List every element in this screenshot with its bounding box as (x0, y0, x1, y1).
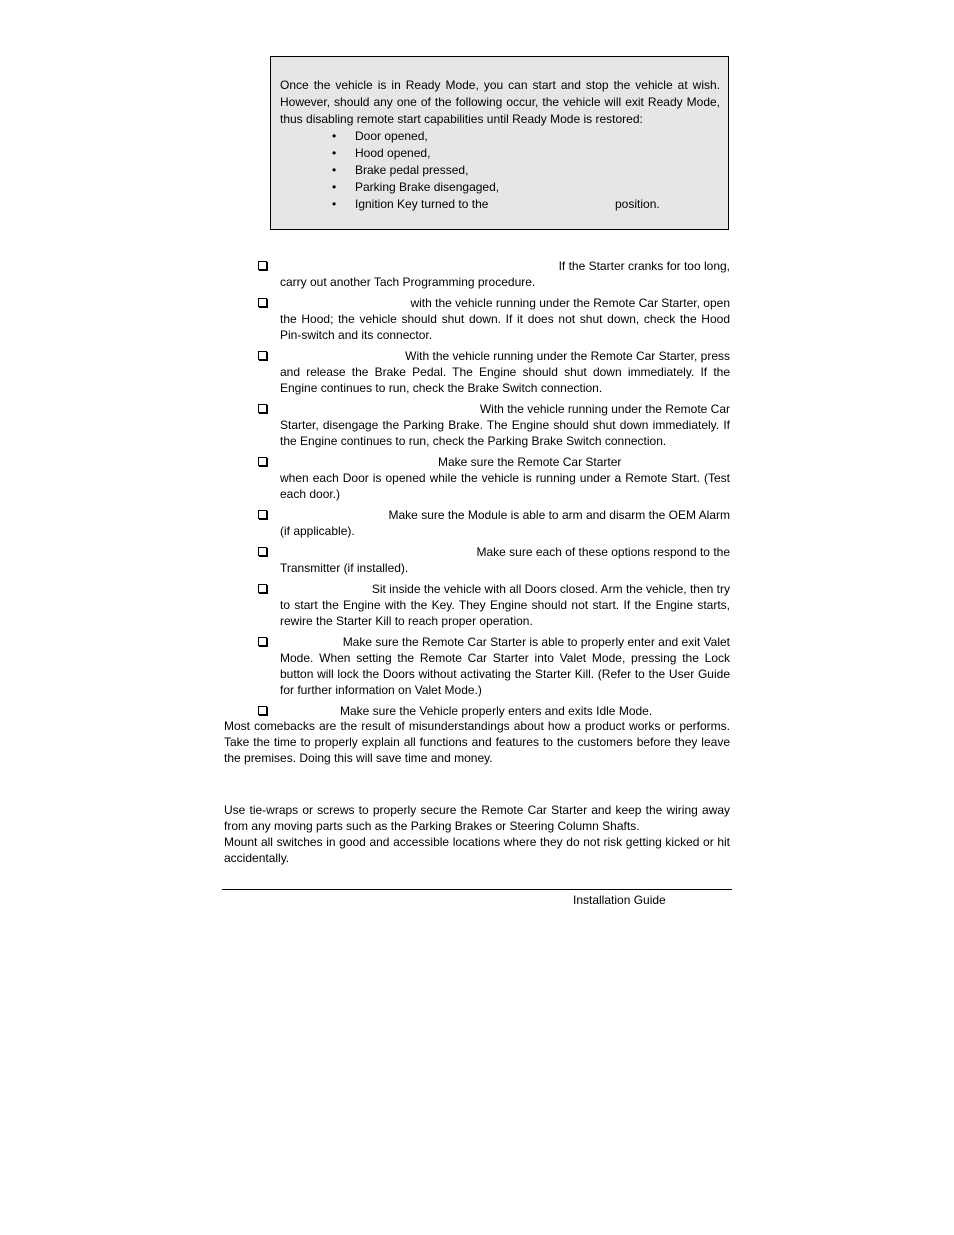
bullet-icon: • (332, 197, 337, 211)
checkbox-icon (258, 261, 267, 270)
ready-mode-note-box (270, 56, 729, 230)
list-item: • Ignition Key turned to the position. (332, 197, 660, 211)
bullet-icon: • (332, 180, 337, 194)
checklist-item: With the vehicle running under the Remote Car Starter, disengage the Parking Brake. The Engine should shut down immediately. If the Engine continues to run, check the Parking Brake Switch connection. (258, 401, 730, 449)
footer-label: Installation Guide (573, 893, 666, 907)
position-word: position. (615, 197, 660, 211)
checklist (258, 258, 730, 724)
footer-divider (222, 889, 732, 890)
checkbox-icon (258, 547, 267, 556)
checkbox-icon (258, 404, 267, 413)
checkbox-icon (258, 637, 267, 646)
checkbox-icon (258, 457, 267, 466)
checkbox-icon (258, 584, 267, 593)
checklist-item: Make sure the Remote Car Starter when each Door is opened while the vehicle is running under a Remote Start. (Test each door.) (258, 454, 730, 502)
list-item: • Parking Brake disengaged, (332, 180, 500, 194)
list-item: • Brake pedal pressed, (332, 163, 469, 177)
checklist-item: with the vehicle running under the Remote Car Starter, open the Hood; the vehicle should shut down. If it does not shut down, check the Hood Pin-switch and its connector. (258, 295, 730, 343)
checklist-item: Make sure the Vehicle properly enters and exits Idle Mode. (258, 703, 730, 719)
checklist-item: If the Starter cranks for too long, carry out another Tach Programming procedure. (258, 258, 730, 290)
bullet-icon: • (332, 129, 337, 143)
checkbox-icon (258, 298, 267, 307)
checklist-item: With the vehicle running under the Remote Car Starter, press and release the Brake Pedal. The Engine should shut down immediately. If the Engine continues to run, check the Brake Switch connection. (258, 348, 730, 396)
list-item: • Hood opened, (332, 146, 431, 160)
bullet-icon: • (332, 163, 337, 177)
comebacks-paragraph: Most comebacks are the result of misunderstandings about how a product works or performs. Take the time to properly explain all functions and features to the customers before they leave the premises. Doing this will save time and money. (224, 719, 730, 765)
checkbox-icon (258, 351, 267, 360)
note-intro-text: Once the vehicle is in Ready Mode, you can start and stop the vehicle at wish. However, should any one of the following occur, the vehicle will exit Ready Mode, thus disabling remote start capabilities until Ready Mode is restored: (280, 78, 720, 126)
list-item: • Door opened, (332, 129, 428, 143)
checklist-item: Sit inside the vehicle with all Doors closed. Arm the vehicle, then try to start the Engine with the Key. They Engine should not start. If the Engine starts, rewire the Starter Kill to reach proper operation. (258, 581, 730, 629)
exit-conditions-list (280, 128, 720, 213)
checkbox-icon (258, 510, 267, 519)
switches-paragraph: Mount all switches in good and accessible locations where they do not risk getting kicked or hit accidentally. (224, 835, 730, 865)
checklist-item: Make sure the Module is able to arm and disarm the OEM Alarm (if applicable). (258, 507, 730, 539)
bullet-icon: • (332, 146, 337, 160)
checklist-item: Make sure the Remote Car Starter is able to properly enter and exit Valet Mode. When setting the Remote Car Starter into Valet Mode, pressing the Lock button will lock the Doors without activating the Starter Kill. (Refer to the User Guide for further information on Valet Mode.) (258, 634, 730, 698)
tie-wraps-paragraph: Use tie-wraps or screws to properly secure the Remote Car Starter and keep the wiring away from any moving parts such as the Parking Brakes or Steering Column Shafts. (224, 803, 730, 833)
checklist-item: Make sure each of these options respond to the Transmitter (if installed). (258, 544, 730, 576)
checkbox-icon (258, 706, 267, 715)
